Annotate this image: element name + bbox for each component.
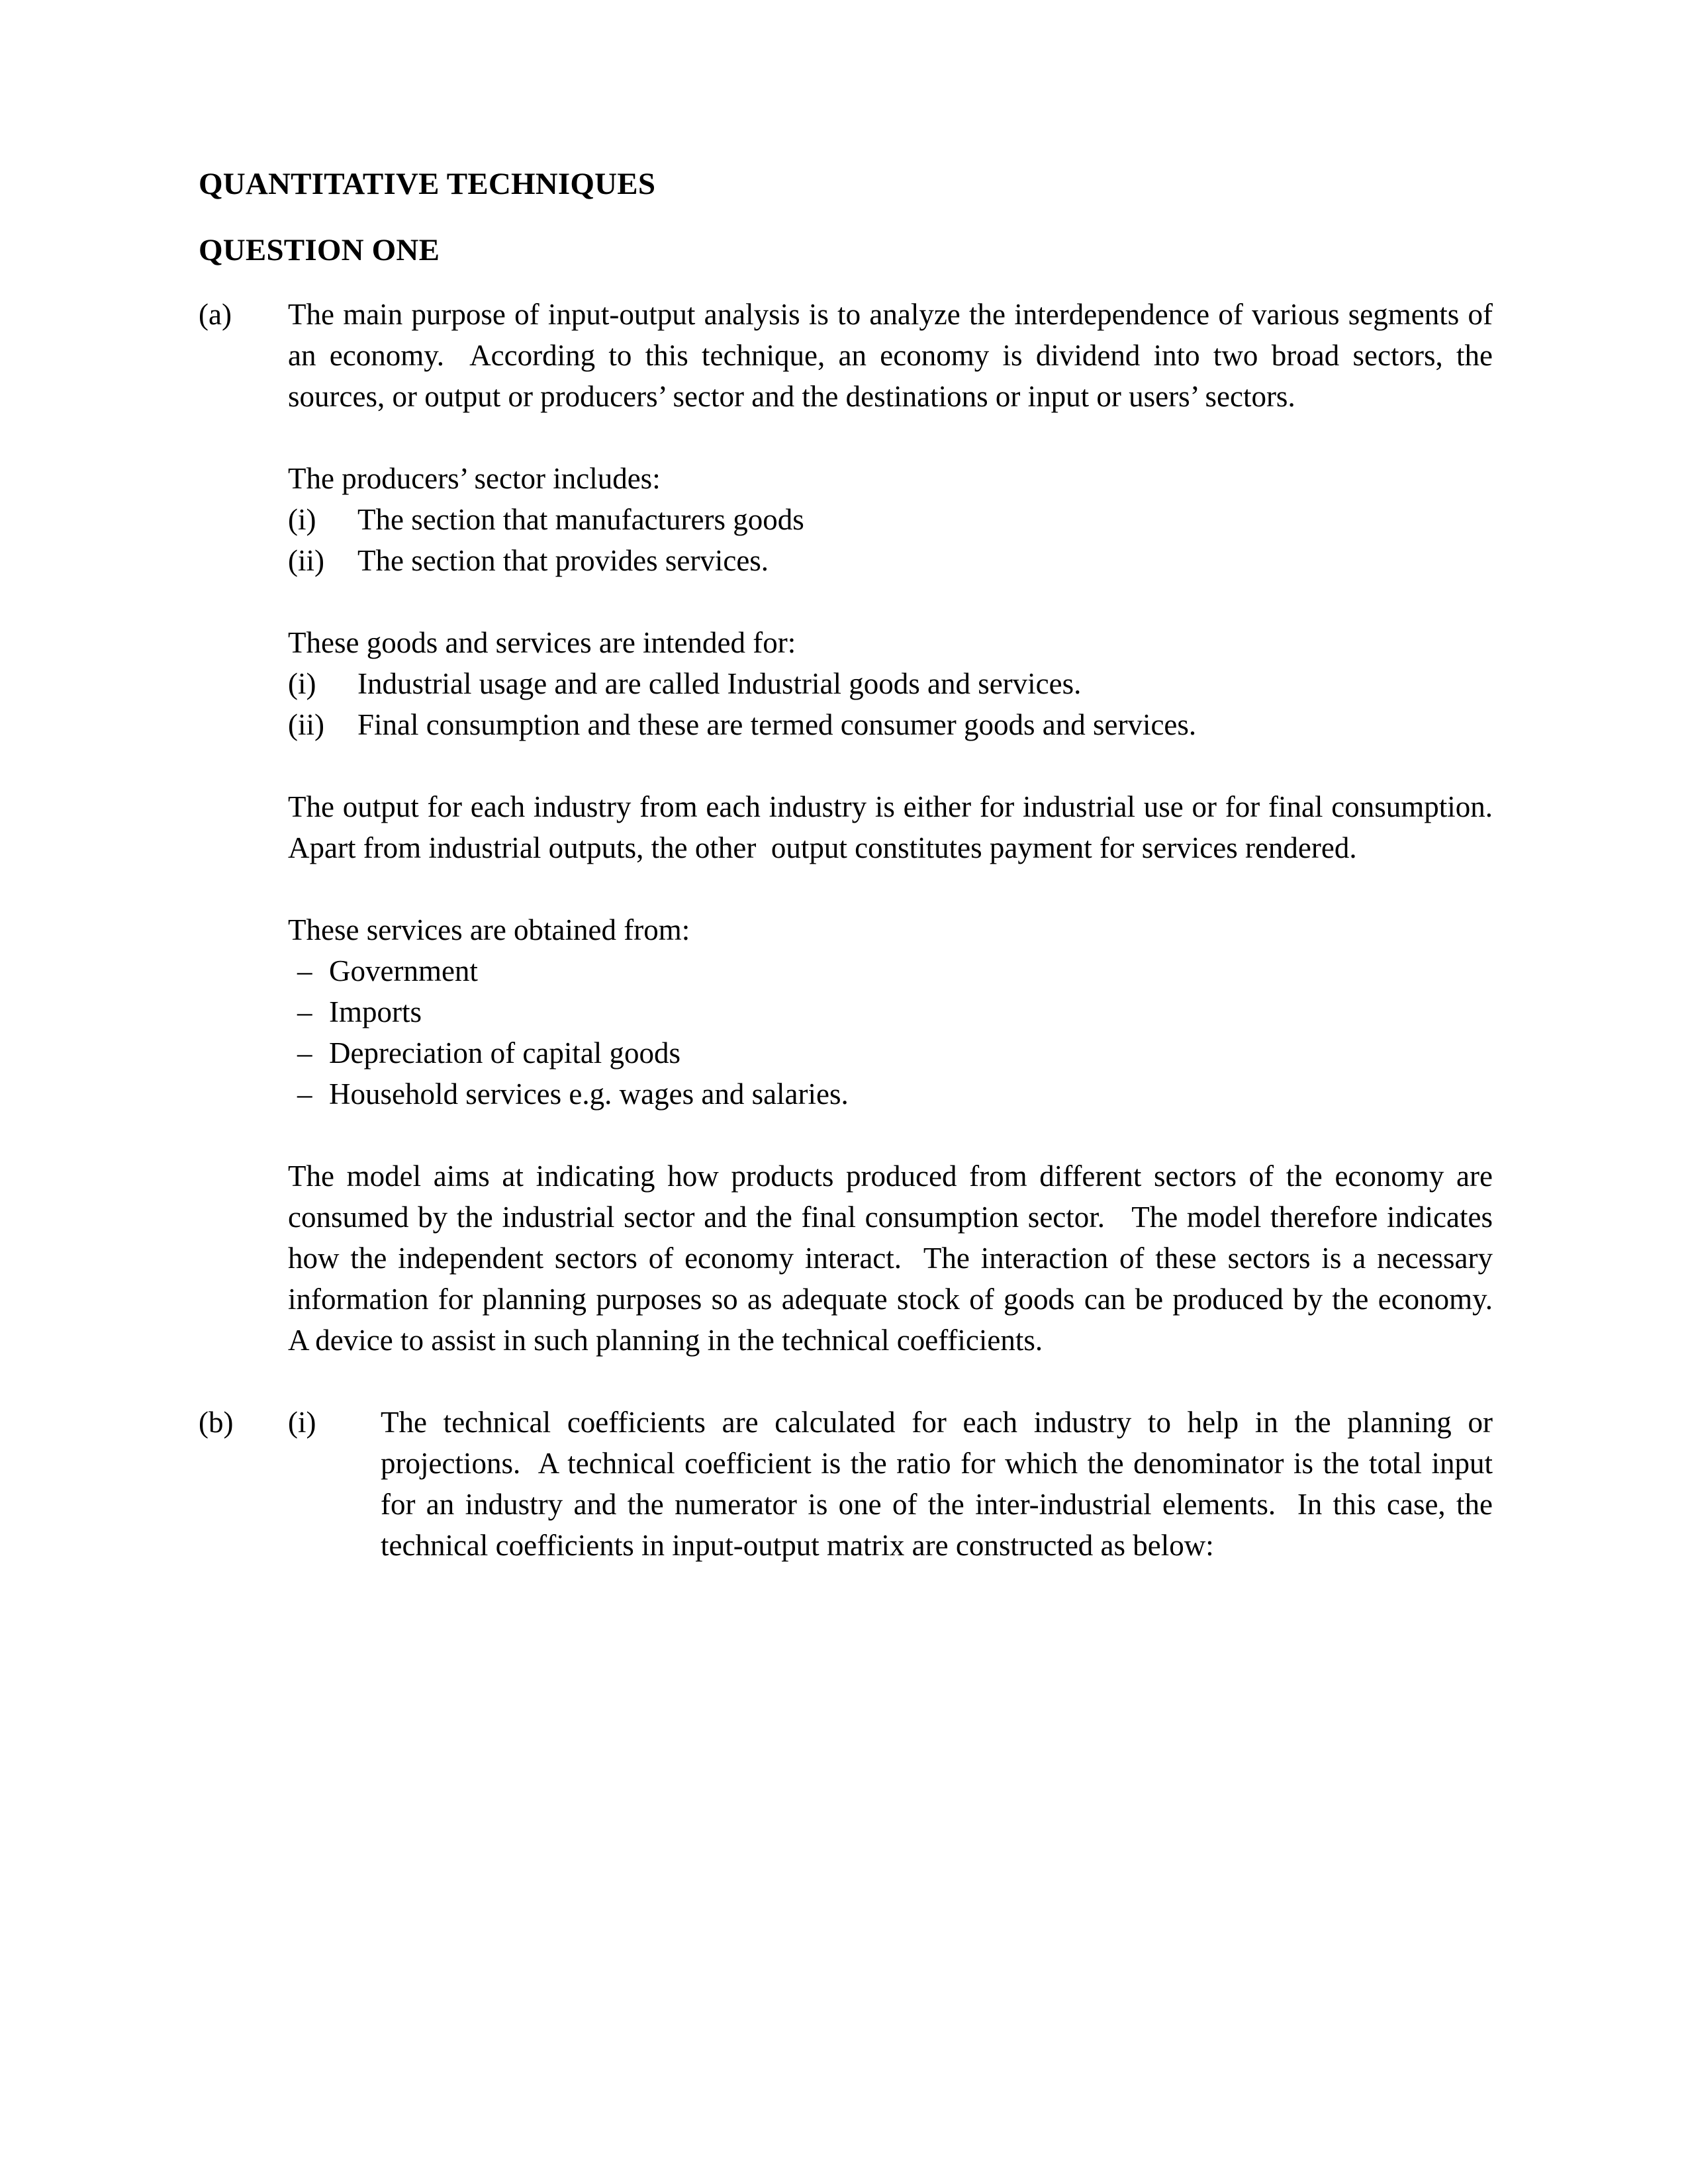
- list-item-label: Industrial usage and are called Industrial goods and services.: [357, 667, 1082, 700]
- clause-spacer: [199, 1361, 1493, 1402]
- paragraph-spacer: [288, 581, 1493, 622]
- list-item-label: Final consumption and these are termed consumer goods and services.: [357, 708, 1197, 741]
- dash-bullet-icon: –: [297, 954, 312, 987]
- intended-use-list: [288, 663, 1493, 745]
- producers-lead-in: The producers’ sector includes:: [288, 462, 661, 495]
- paragraph-spacer: [288, 745, 1493, 786]
- list-item: [288, 1073, 1493, 1115]
- clause-b: [199, 1402, 1501, 1566]
- list-item-label: Imports: [329, 995, 422, 1028]
- list-item: [288, 991, 1493, 1032]
- intro-paragraph: The main purpose of input-output analysis is to analyze the interdependence of various segments of an economy. According to this technique, an economy is dividend into two broad sectors, the sources, or output or producers’ sector and the destinations or input or users’ sectors.: [288, 298, 1501, 413]
- clause-b-sub-i: [288, 1402, 1501, 1566]
- services-source-list: [288, 950, 1493, 1115]
- list-item-label: Depreciation of capital goods: [329, 1036, 681, 1069]
- clause-a: [199, 294, 1508, 1361]
- producers-sector-list: [288, 499, 1493, 581]
- paragraph-spacer: [288, 417, 1493, 458]
- dash-bullet-icon: –: [297, 1077, 312, 1111]
- roman-marker: (i): [288, 667, 316, 700]
- model-paragraph: The model aims at indicating how products produced from different sectors of the economy are consumed by the industrial sector and the final consumption sector. The model therefore indicates how the independent sectors of economy interact. The interaction of these sectors is a necessary information for planning purposes so as adequate stock of goods can be produced by the economy. A device to assist in such planning in the technical coefficients.: [288, 1160, 1508, 1357]
- clause-b-body: [288, 1402, 1501, 1566]
- list-item: [288, 663, 1493, 704]
- clause-a-body: [288, 294, 1508, 1361]
- list-item-label: The section that provides services.: [357, 544, 769, 577]
- paragraph-spacer: [288, 1115, 1493, 1156]
- roman-marker: (i): [288, 503, 316, 536]
- list-item: [288, 499, 1493, 540]
- technical-coefficients-paragraph: The technical coefficients are calculated for each industry to help in the planning or projections. A technical coefficient is the ratio for which the denominator is the total input for an industry and the numerator is one of the inter-industrial elements. In this case, the technical coefficients in input-output matrix are constructed as below:: [381, 1406, 1501, 1562]
- services-lead-in: These services are obtained from:: [288, 913, 690, 946]
- list-item: [288, 540, 1493, 581]
- list-item: [288, 1032, 1493, 1073]
- clause-a-label: (a): [199, 298, 232, 331]
- list-item: [288, 950, 1493, 991]
- list-item-label: The section that manufacturers goods: [357, 503, 804, 536]
- intended-lead-in: These goods and services are intended for:: [288, 626, 796, 659]
- dash-bullet-icon: –: [297, 1036, 312, 1069]
- dash-bullet-icon: –: [297, 995, 312, 1028]
- roman-marker: (ii): [288, 544, 324, 577]
- output-paragraph: The output for each industry from each industry is either for industrial use or for final consumption. Apart from industrial outputs, the other output constitutes payment for services rendered.: [288, 790, 1508, 864]
- list-item-label: Government: [329, 954, 478, 987]
- roman-marker: (ii): [288, 708, 324, 741]
- list-item: [288, 704, 1493, 745]
- question-heading: QUESTION ONE: [199, 233, 440, 267]
- clause-b-sub-body: [381, 1402, 1501, 1566]
- page-title: QUANTITATIVE TECHNIQUES: [199, 167, 656, 201]
- paragraph-spacer: [288, 868, 1493, 909]
- clause-b-label: (b): [199, 1406, 234, 1439]
- clause-b-sub-label: (i): [288, 1406, 316, 1439]
- list-item-label: Household services e.g. wages and salaries.: [329, 1077, 849, 1111]
